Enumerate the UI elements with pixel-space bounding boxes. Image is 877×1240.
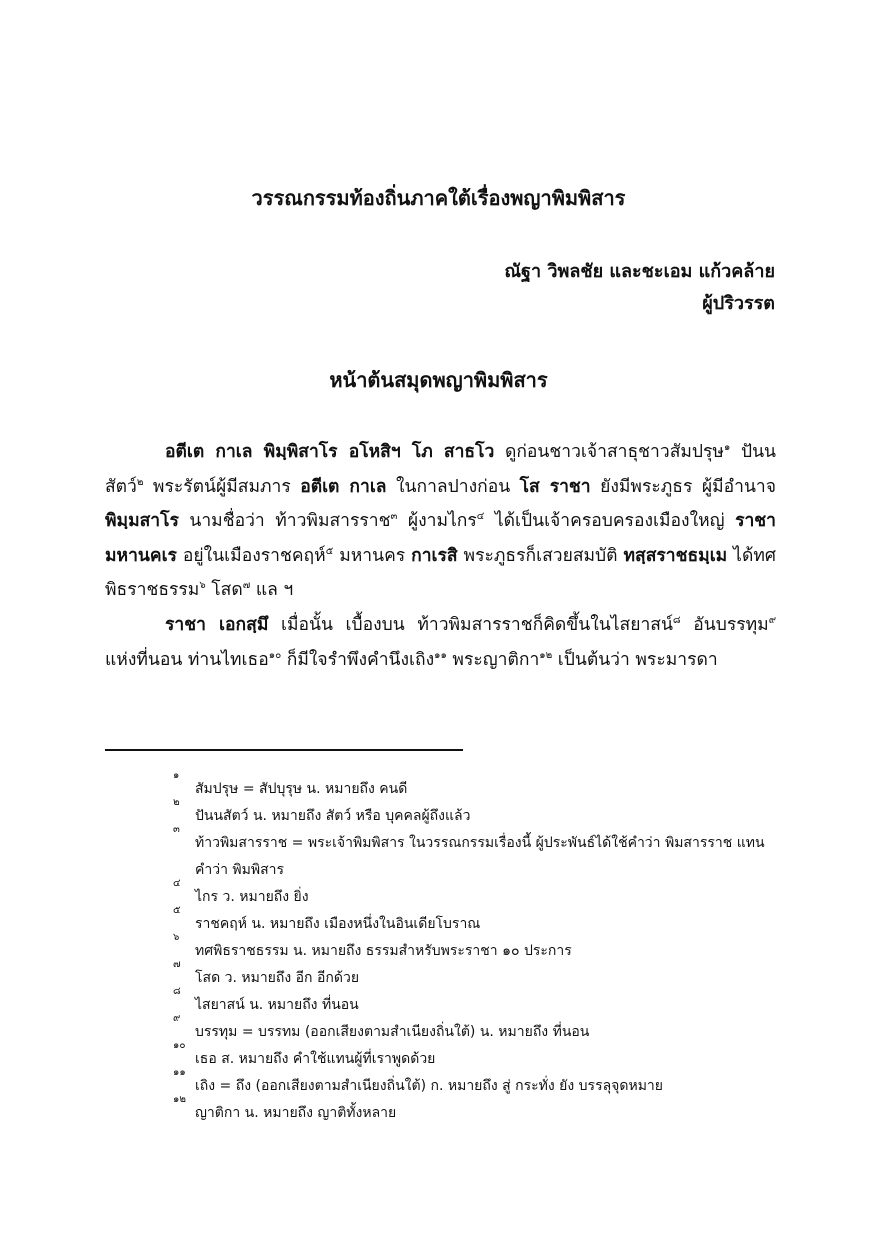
footnote-ref: ๑๑ [434,649,447,661]
footnote-ref: ๙ [768,614,777,626]
footnote-item [173,824,783,884]
footnote-item [173,797,783,830]
footnote-ref: ๓ [390,511,398,523]
footnote-item [173,986,783,1019]
text-run: ได้ทศพิธราชธรรม [105,545,776,601]
footnote-number: ๗ [173,959,181,970]
pali-term: ราชา เอกสฺมึ [165,614,269,635]
text-run: แห่งที่นอน ท่านไทเธอ [105,649,269,670]
body-text [105,435,776,677]
pali-term: อตีเต กาเล พิมฺพิสาโร อโหสิฯ โภ สาธโว [165,442,495,462]
text-run: พระรัตน์ผู้มีสมภาร [143,476,301,497]
pali-term: อตีเต กาเล [300,476,387,497]
editors-block [504,256,775,320]
footnote-ref: ๖ [199,580,206,592]
text-run: เมื่อนั้น เบื้องบน ท้าวพิมสารราชก็คิดขึ้นในไสยาสน์ [268,614,673,635]
footnote-text: สัมปรุษ = สัปบุรุษ น. หมายถึง คนดี [195,781,408,797]
footnote-number: ๖ [173,932,180,943]
footnote-text: ทศพิธราชธรรม น. หมายถึง ธรรมสำหรับพระราชา ๑๐ ประการ [195,943,572,959]
footnote-text: บรรทุม = บรรทม (ออกเสียงตามสำเนียงถิ่นใต้) น. หมายถึง ที่นอน [195,1024,590,1040]
footnote-item [173,959,783,992]
text-run: ก็มีใจรำพึงคำนึงเถิง [281,649,435,670]
footnote-ref: ๘ [672,614,681,626]
footnote-ref: ๑๐ [268,649,282,661]
editor-role: ผู้ปริวรรต [702,293,775,314]
section-title: หน้าต้นสมุดพญาพิมพิสาร [329,368,548,392]
pali-term: กาเรสิ [411,545,458,566]
text-run: ปันนสัตว์ [105,442,777,497]
footnotes-list [173,770,783,1127]
footnote-item [173,1094,783,1127]
footnote-text: เถิง = ถึง (ออกเสียงตามสำเนียงถิ่นใต้) ก. หมายถึง สู่ กระทั่ง ยัง บรรลุจุดหมาย [195,1078,663,1094]
pali-term: ทสฺสราชธมฺเม [623,545,728,566]
editor-names: ณัฐา วิพลชัย และชะเอม แก้วคล้าย [504,261,775,282]
text-run: พระญาติกา [446,649,540,670]
footnote-number: ๘ [173,986,181,997]
footnote-number: ๑๒ [173,1094,186,1105]
pali-term: ราชามหานคเร [105,511,776,566]
footnote-text: ท้าวพิมสารราช = พระเจ้าพิมพิสาร ในวรรณกรรมเรื่องนี้ ผู้ประพันธ์ได้ใช้คำว่า พิมสารราช แทน คำว่า พิมพิสาร [195,835,765,878]
paragraph-1 [105,435,776,608]
footnote-number: ๔ [173,878,181,889]
footnote-item [173,770,783,803]
footnote-text: ญาติกา น. หมายถึง ญาติทั้งหลาย [195,1105,397,1121]
text-run: โสด [205,580,243,601]
footnote-divider [105,749,463,751]
footnote-ref: ๗ [242,580,251,592]
text-run: ในกาลปางก่อน [386,476,520,497]
footnote-item [173,905,783,938]
footnote-item [173,878,783,911]
footnote-item [173,1040,783,1073]
footnote-number: ๒ [173,797,180,808]
footnote-number: ๕ [173,905,181,916]
text-run: ได้เป็นเจ้าครอบครองเมืองใหญ่ [484,511,736,532]
text-run: เป็นต้นว่า พระมารดา [552,649,718,670]
pali-term: พิมฺมสาโร [105,511,179,532]
footnote-text: เธอ ส. หมายถึง คำใช้แทนผู้ที่เราพูดด้วย [195,1051,436,1067]
footnote-text: โสด ว. หมายถึง อีก อีกด้วย [195,970,360,986]
footnote-ref: ๑ [723,442,731,453]
footnote-item [173,1067,783,1100]
text-run: ดูก่อนชาวเจ้าสาธุชาวสัมปรุษ [494,442,724,462]
text-run: มหานคร [333,545,412,566]
footnote-ref: ๔ [476,511,485,523]
text-run: นามชื่อว่า ท้าวพิมสารราช [178,511,391,532]
footnote-number: ๓ [173,824,180,835]
footnote-text: ไกร ว. หมายถึง ยิ่ง [195,889,309,905]
footnote-number: ๑ [173,770,180,781]
text-run: แล ฯ [250,580,294,601]
paragraph-2 [105,608,776,677]
pali-term: โส ราชา [519,476,591,497]
footnote-ref: ๕ [325,545,334,557]
footnote-text: ปันนสัตว์ น. หมายถึง สัตว์ หรือ บุคคลผู้ถึงแล้ว [195,808,471,824]
footnote-text: ไสยาสน์ น. หมายถึง ที่นอน [195,997,359,1013]
footnote-number: ๑๐ [173,1040,186,1051]
footnote-number: ๙ [173,1013,181,1024]
text-run: อยู่ในเมืองราชคฤห์ [176,545,326,566]
footnote-text: ราชคฤห์ น. หมายถึง เมืองหนึ่งในอินเดียโบราณ [195,916,481,932]
footnote-item [173,932,783,965]
footnote-number: ๑๑ [173,1067,186,1078]
text-run: อันบรรทุม [680,614,769,635]
text-run: ยังมีพระภูธร ผู้มีอำนาจ [590,476,776,497]
text-run: พระภูธรก็เสวยสมบัติ [457,545,624,566]
text-run: ผู้งามไกร [397,511,477,532]
footnote-item [173,1013,783,1046]
footnote-ref: ๒ [136,476,144,488]
footnote-ref: ๑๒ [539,649,553,661]
document-title: วรรณกรรมท้องถิ่นภาคใต้เรื่องพญาพิมพิสาร [251,186,626,210]
